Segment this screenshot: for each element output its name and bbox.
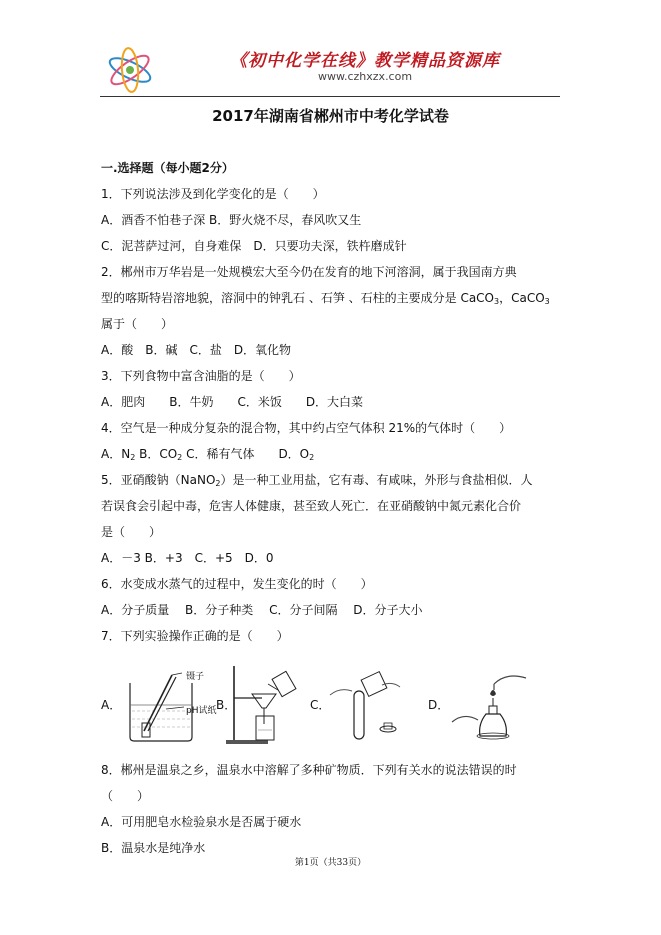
q1-options-cd: C．泥菩萨过河，自身难保 D．只要功夫深，铁杵磨成针	[101, 239, 407, 253]
q7-label-c: C．	[310, 698, 331, 712]
q5-stem-line3: 是（ ）	[101, 525, 162, 539]
q2-stem-line2	[101, 290, 550, 310]
header	[100, 44, 570, 96]
q4-option-b: B．CO	[135, 447, 178, 461]
q4-stem: 4．空气是一种成分复杂的混合物，其中约占空气体积 21%的气体时（ ）	[101, 421, 512, 435]
header-divider	[100, 96, 560, 97]
page-footer: 第1页（共33页）	[294, 858, 367, 868]
section-heading: 一.选择题（每小题2分）	[101, 161, 234, 175]
subscript: 2	[309, 453, 315, 462]
q7-figure-d	[448, 664, 538, 744]
q2-stem-line3: 属于（ ）	[101, 317, 174, 331]
q5-stem-a: 5．亚硝酸钠（NaNO	[101, 473, 216, 487]
q2-options: A．酸 B．碱 C．盐 D．氧化物	[101, 343, 292, 357]
subscript: 3	[494, 297, 500, 306]
q2-stem-text: 型的喀斯特岩溶地貌，溶洞中的钟乳石 、石笋 、石柱的主要成分是 CaCO	[101, 291, 495, 305]
atom-logo-icon	[100, 44, 160, 96]
q6-stem: 6．水变成水蒸气的过程中，发生变化的时（ ）	[101, 577, 373, 591]
q3-options: A．肥肉 B．牛奶 C．米饭 D．大白菜	[101, 395, 364, 409]
subscript: 2	[215, 479, 221, 488]
q7-fig-a-label-tweezers: 镊子	[186, 672, 205, 682]
q7-label-a: A．	[101, 698, 122, 712]
q7-label-d: D．	[428, 698, 450, 712]
q7-label-b: B．	[216, 698, 237, 712]
q4-option-cd: C．稀有气体 D．O	[182, 447, 310, 461]
banner-url: www.czhxzx.com	[318, 70, 413, 83]
q8-option-b: B．温泉水是纯净水	[101, 841, 206, 855]
q5-stem-line1	[101, 472, 533, 492]
subscript: 3	[544, 297, 550, 306]
q7-stem: 7．下列实验操作正确的是（ ）	[101, 629, 289, 643]
q7-figure-c	[326, 665, 406, 743]
q2-stem-tail: ，CaCO	[499, 291, 545, 305]
page-title: 2017年湖南省郴州市中考化学试卷	[212, 107, 449, 125]
subscript: 2	[130, 453, 136, 462]
q1-stem: 1．下列说法涉及到化学变化的是（ ）	[101, 187, 325, 201]
q8-option-a: A．可用肥皂水检验泉水是否属于硬水	[101, 815, 302, 829]
q4-options	[101, 446, 314, 466]
q5-stem-line2: 若误食会引起中毒，危害人体健康，甚至致人死亡．在亚硝酸钠中氮元素化合价	[101, 499, 522, 513]
q5-stem-b: ）是一种工业用盐，它有毒、有咸味，外形与食盐相似．人	[220, 473, 533, 487]
subscript: 2	[177, 453, 183, 462]
q7-fig-a-label-ph-paper: pH试纸	[186, 706, 217, 716]
q4-option-a: A．N	[101, 447, 131, 461]
q5-options: A．－3 B．+3 C．+5 D．0	[101, 551, 274, 565]
q8-stem-line1: 8．郴州是温泉之乡，温泉水中溶解了多种矿物质．下列有关水的说法错误的时	[101, 763, 517, 777]
q3-stem: 3．下列食物中富含油脂的是（ ）	[101, 369, 301, 383]
q7-figure-b	[222, 660, 304, 746]
q1-options-ab: A．酒香不怕巷子深 B．野火烧不尽，春风吹又生	[101, 213, 362, 227]
q6-options: A．分子质量 B．分子种类 C．分子间隔 D．分子大小	[101, 603, 423, 617]
banner-title: 《初中化学在线》教学精品资源库	[230, 51, 500, 71]
q2-stem-line1: 2．郴州市万华岩是一处规模宏大至今仍在发育的地下河溶洞，属于我国南方典	[101, 265, 517, 279]
q8-stem-line2: （ ）	[101, 789, 150, 803]
